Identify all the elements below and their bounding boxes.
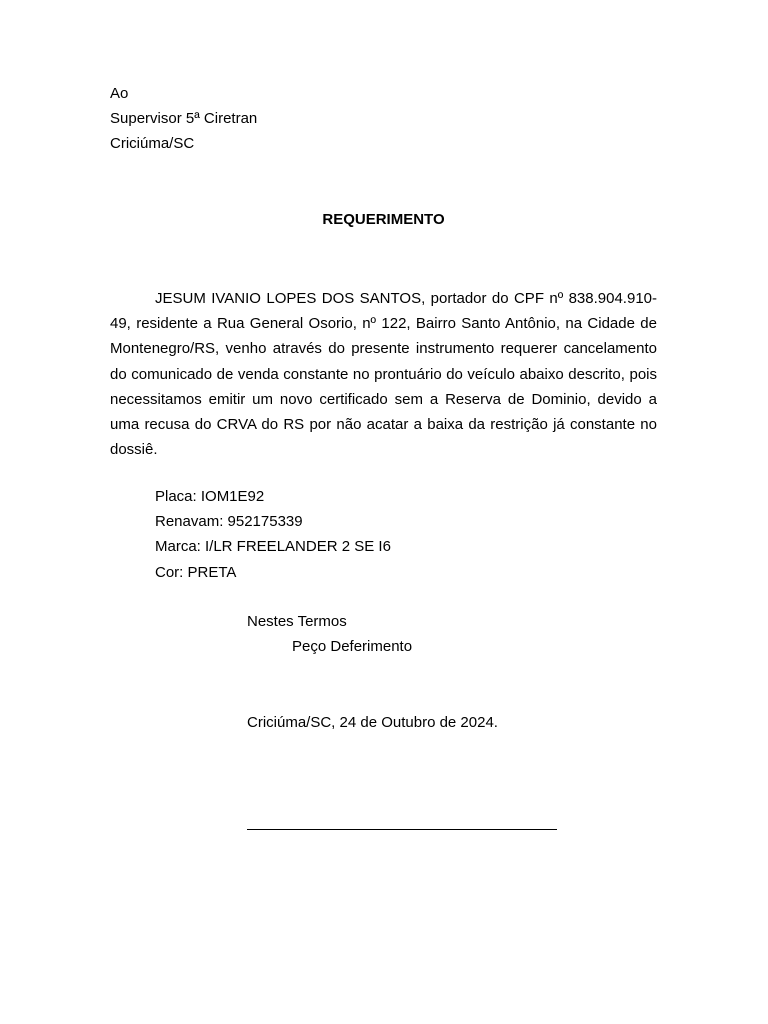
vehicle-color: Cor: PRETA [155, 564, 237, 581]
signature-line [247, 829, 557, 830]
closing-request: Peço Deferimento [292, 638, 413, 655]
closing-terms: Nestes Termos [247, 613, 347, 630]
vehicle-renavam: Renavam: 952175339 [155, 513, 303, 530]
document-title: REQUERIMENTO [322, 211, 445, 228]
date-place: Criciúma/SC, 24 de Outubro de 2024. [247, 714, 498, 731]
vehicle-plate: Placa: IOM1E92 [155, 488, 265, 505]
addressee-line-to: Ao [110, 85, 129, 102]
addressee-line-city: Criciúma/SC [110, 135, 195, 152]
request-body-paragraph: JESUM IVANIO LOPES DOS SANTOS, portador do CPF nº 838.904.910-49, residente a Rua General Osorio, nº 122, Bairro Santo Antônio, na Cidade de Montenegro/RS, venho através do presente instrumento requerer cancelamento do comunicado de venda constante no prontuário do veículo abaixo descrito, pois necessitamos emitir um novo certificado sem a Reserva de Dominio, devido a uma recusa do CRVA do RS por não acatar a baixa da restrição já constante no dossiê. [110, 290, 657, 459]
vehicle-brand: Marca: I/LR FREELANDER 2 SE I6 [155, 538, 391, 555]
addressee-line-recipient: Supervisor 5ª Ciretran [110, 110, 258, 127]
